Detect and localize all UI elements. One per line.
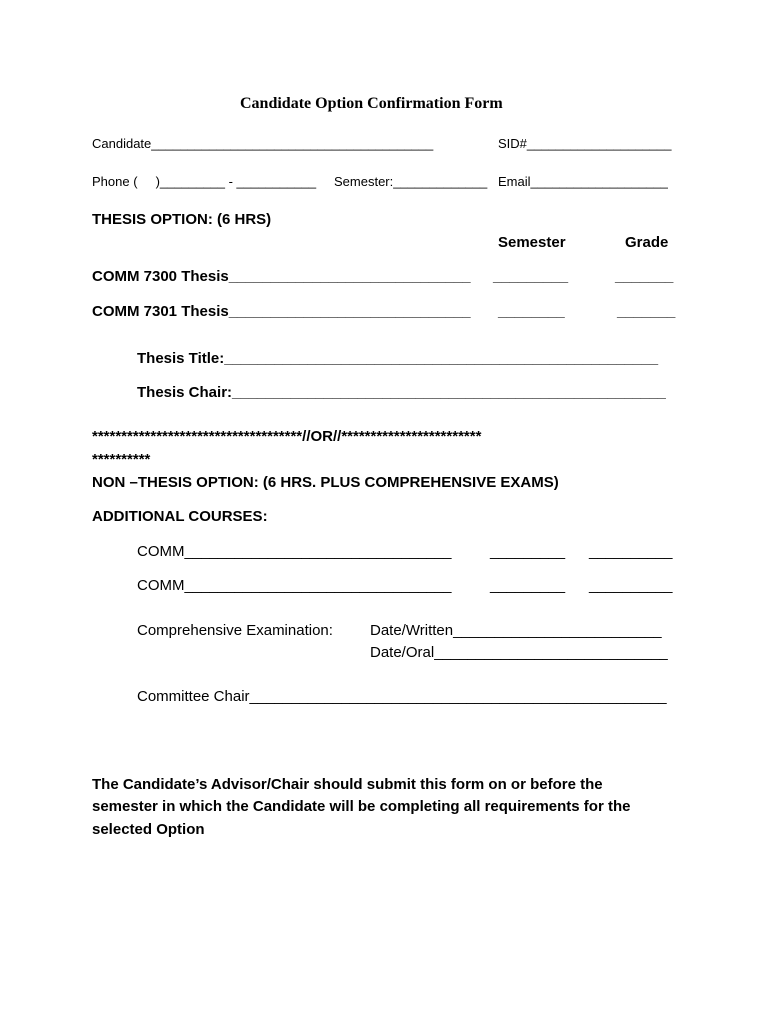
instructions-line-3: selected Option bbox=[92, 821, 205, 838]
option-separator-continued: ********** bbox=[92, 451, 151, 468]
thesis-option-heading: THESIS OPTION: (6 HRS) bbox=[92, 211, 272, 228]
grade-column-header: Grade bbox=[625, 234, 669, 251]
phone-field[interactable]: Phone ( )_________ - ___________ bbox=[92, 174, 317, 189]
additional-courses-heading: ADDITIONAL COURSES: bbox=[92, 508, 268, 525]
form-title: Candidate Option Confirmation Form bbox=[240, 95, 503, 112]
instructions-line-1: The Candidate’s Advisor/Chair should submit this form on or before the bbox=[92, 776, 603, 793]
semester-field[interactable]: Semester:_____________ bbox=[334, 174, 488, 189]
additional-course-1-grade-field[interactable]: __________ bbox=[589, 543, 673, 560]
comm7300-grade-field[interactable]: _______ bbox=[615, 268, 674, 285]
additional-course-2-grade-field[interactable]: __________ bbox=[589, 577, 673, 594]
additional-course-2-field[interactable]: COMM________________________________ bbox=[137, 577, 452, 594]
comm7300-semester-field[interactable]: _________ bbox=[493, 268, 569, 285]
comprehensive-exam-label: Comprehensive Examination: bbox=[137, 622, 333, 639]
comm7301-semester-field[interactable]: ________ bbox=[498, 303, 565, 320]
candidate-field[interactable]: Candidate_______________________________________ bbox=[92, 136, 434, 151]
committee-chair-field[interactable]: Committee Chair__________________________________________________ bbox=[137, 688, 667, 705]
thesis-chair-field[interactable]: Thesis Chair:____________________________________________________ bbox=[137, 384, 666, 401]
thesis-title-field[interactable]: Thesis Title:____________________________________________________ bbox=[137, 350, 659, 367]
additional-course-1-semester-field[interactable]: _________ bbox=[490, 543, 566, 560]
sid-field[interactable]: SID#____________________ bbox=[498, 136, 672, 151]
additional-course-2-semester-field[interactable]: _________ bbox=[490, 577, 566, 594]
comm7301-thesis-field[interactable]: COMM 7301 Thesis_____________________________ bbox=[92, 303, 471, 320]
date-written-field[interactable]: Date/Written_________________________ bbox=[370, 622, 662, 639]
comm7301-grade-field[interactable]: _______ bbox=[617, 303, 676, 320]
additional-course-1-field[interactable]: COMM________________________________ bbox=[137, 543, 452, 560]
comm7300-thesis-field[interactable]: COMM 7300 Thesis_____________________________ bbox=[92, 268, 471, 285]
date-oral-field[interactable]: Date/Oral____________________________ bbox=[370, 644, 668, 661]
email-field[interactable]: Email___________________ bbox=[498, 174, 668, 189]
instructions-line-2: semester in which the Candidate will be completing all requirements for the bbox=[92, 798, 631, 815]
non-thesis-option-heading: NON –THESIS OPTION: (6 HRS. PLUS COMPREHENSIVE EXAMS) bbox=[92, 474, 559, 491]
option-separator: ************************************//OR//************************ bbox=[92, 428, 482, 445]
semester-column-header: Semester bbox=[498, 234, 566, 251]
